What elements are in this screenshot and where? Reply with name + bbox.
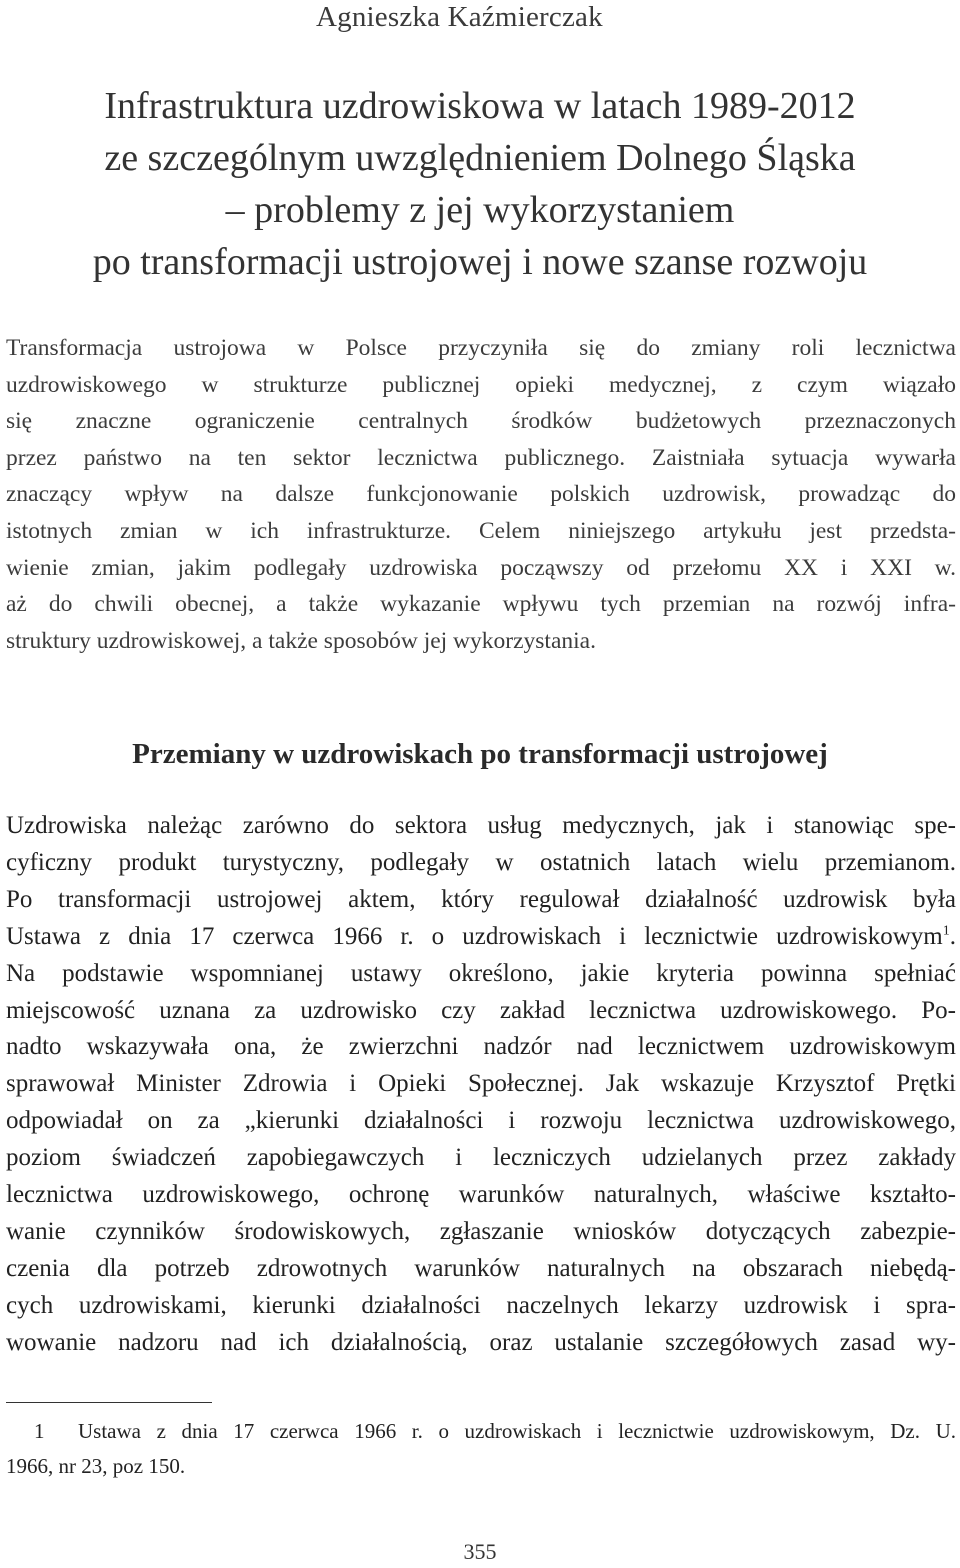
body-line: lecznictwa uzdrowiskowego, ochronę warunków naturalnych, właściwe kształto-	[6, 1181, 956, 1209]
section-heading: Przemiany w uzdrowiskach po transformacji ustrojowej	[132, 738, 828, 770]
footnote-divider	[6, 1402, 212, 1403]
abstract-line: Transformacja ustrojowa w Polsce przyczyniła się do zmiany roli lecznictwa	[6, 335, 956, 361]
abstract-line: istotnych zmian w ich infrastrukturze. Celem niniejszego artykułu jest przedsta-	[6, 517, 956, 544]
abstract-line: uzdrowiskowego w strukturze publicznej opieki medycznej, z czym wiązało	[6, 371, 956, 398]
title-line: Infrastruktura uzdrowiskowa w latach 1989-2012	[104, 85, 856, 127]
abstract-line: struktury uzdrowiskowej, a także sposobów jej wykorzystania.	[6, 627, 596, 654]
body-line: Uzdrowiska należąc zarówno do sektora usług medycznych, jak i stanowiąc spe-	[6, 812, 956, 839]
abstract-line: znaczący wpływ na dalsze funkcjonowanie polskich uzdrowisk, prowadząc do	[6, 481, 956, 508]
footnote-number: 1	[34, 1419, 45, 1443]
footnote-line	[6, 1414, 956, 1449]
abstract-line: wienie zmian, jakim podlegały uzdrowiska począwszy od przełomu XX i XXI w.	[6, 554, 956, 581]
body-paragraph	[6, 808, 956, 1362]
body-line: cyficzny produkt turystyczny, podlegały w ostatnich latach wielu przemianom.	[6, 848, 956, 876]
body-line: czenia dla potrzeb zdrowotnych warunków naturalnych na obszarach niebędą-	[6, 1254, 956, 1282]
footnote-text: Ustawa z dnia 17 czerwca 1966 r. o uzdrowiskach i lecznictwie uzdrowiskowym, Dz. U.	[78, 1419, 956, 1443]
abstract-line: przez państwo na ten sektor lecznictwa publicznego. Zaistniała sytuacja wywarła	[6, 444, 956, 471]
title-line: – problemy z jej wykorzystaniem	[225, 189, 735, 231]
article-title	[0, 80, 960, 288]
abstract-line: się znaczne ograniczenie centralnych środków budżetowych przeznaczonych	[6, 408, 956, 435]
footnote	[6, 1414, 956, 1484]
body-line: cych uzdrowiskami, kierunki działalności naczelnych lekarzy uzdrowisk i spra-	[6, 1291, 956, 1319]
body-line: nadto wskazywała ona, że zwierzchni nadzór nad lecznictwem uzdrowiskowym	[6, 1033, 956, 1061]
footnote-reference-period: .	[949, 922, 956, 950]
body-line: Po transformacji ustrojowej aktem, który regulował działalność uzdrowisk była	[6, 885, 956, 913]
body-line-with-footnote	[6, 919, 956, 956]
author-name: Agnieszka Kaźmierczak	[316, 1, 603, 33]
body-line: poziom świadczeń zapobiegawczych i leczniczych udzielanych przez zakłady	[6, 1144, 956, 1172]
footnote-reference[interactable]: 1	[942, 923, 950, 939]
body-line: sprawował Minister Zdrowia i Opieki Społecznej. Jak wskazuje Krzysztof Prętki	[6, 1070, 956, 1098]
title-line: ze szczególnym uwzględnieniem Dolnego Śląska	[104, 137, 856, 179]
body-line: wanie czynników środowiskowych, zgłaszanie wniosków dotyczących zabezpie-	[6, 1217, 956, 1245]
title-line: po transformacji ustrojowej i nowe szanse rozwoju	[92, 241, 868, 283]
abstract	[6, 330, 956, 659]
body-line: wowanie nadzoru nad ich działalnością, oraz ustalanie szczegółowych zasad wy-	[6, 1328, 956, 1356]
body-line-text: Ustawa z dnia 17 czerwca 1966 r. o uzdrowiskach i lecznictwie uzdrowiskowym	[6, 922, 943, 950]
footnote-line: 1966, nr 23, poz 150.	[6, 1454, 186, 1478]
body-line: miejscowość uznana za uzdrowisko czy zakład lecznictwa uzdrowiskowego. Po-	[6, 996, 956, 1024]
page-number: 355	[463, 1539, 497, 1564]
body-line: odpowiadał on za „kierunki działalności i rozwoju lecznictwa uzdrowiskowego,	[6, 1107, 956, 1135]
body-line: Na podstawie wspomnianej ustawy określono, jakie kryteria powinna spełniać	[6, 959, 956, 987]
abstract-line: aż do chwili obecnej, a także wykazanie wpływu tych przemian na rozwój infra-	[6, 591, 956, 618]
